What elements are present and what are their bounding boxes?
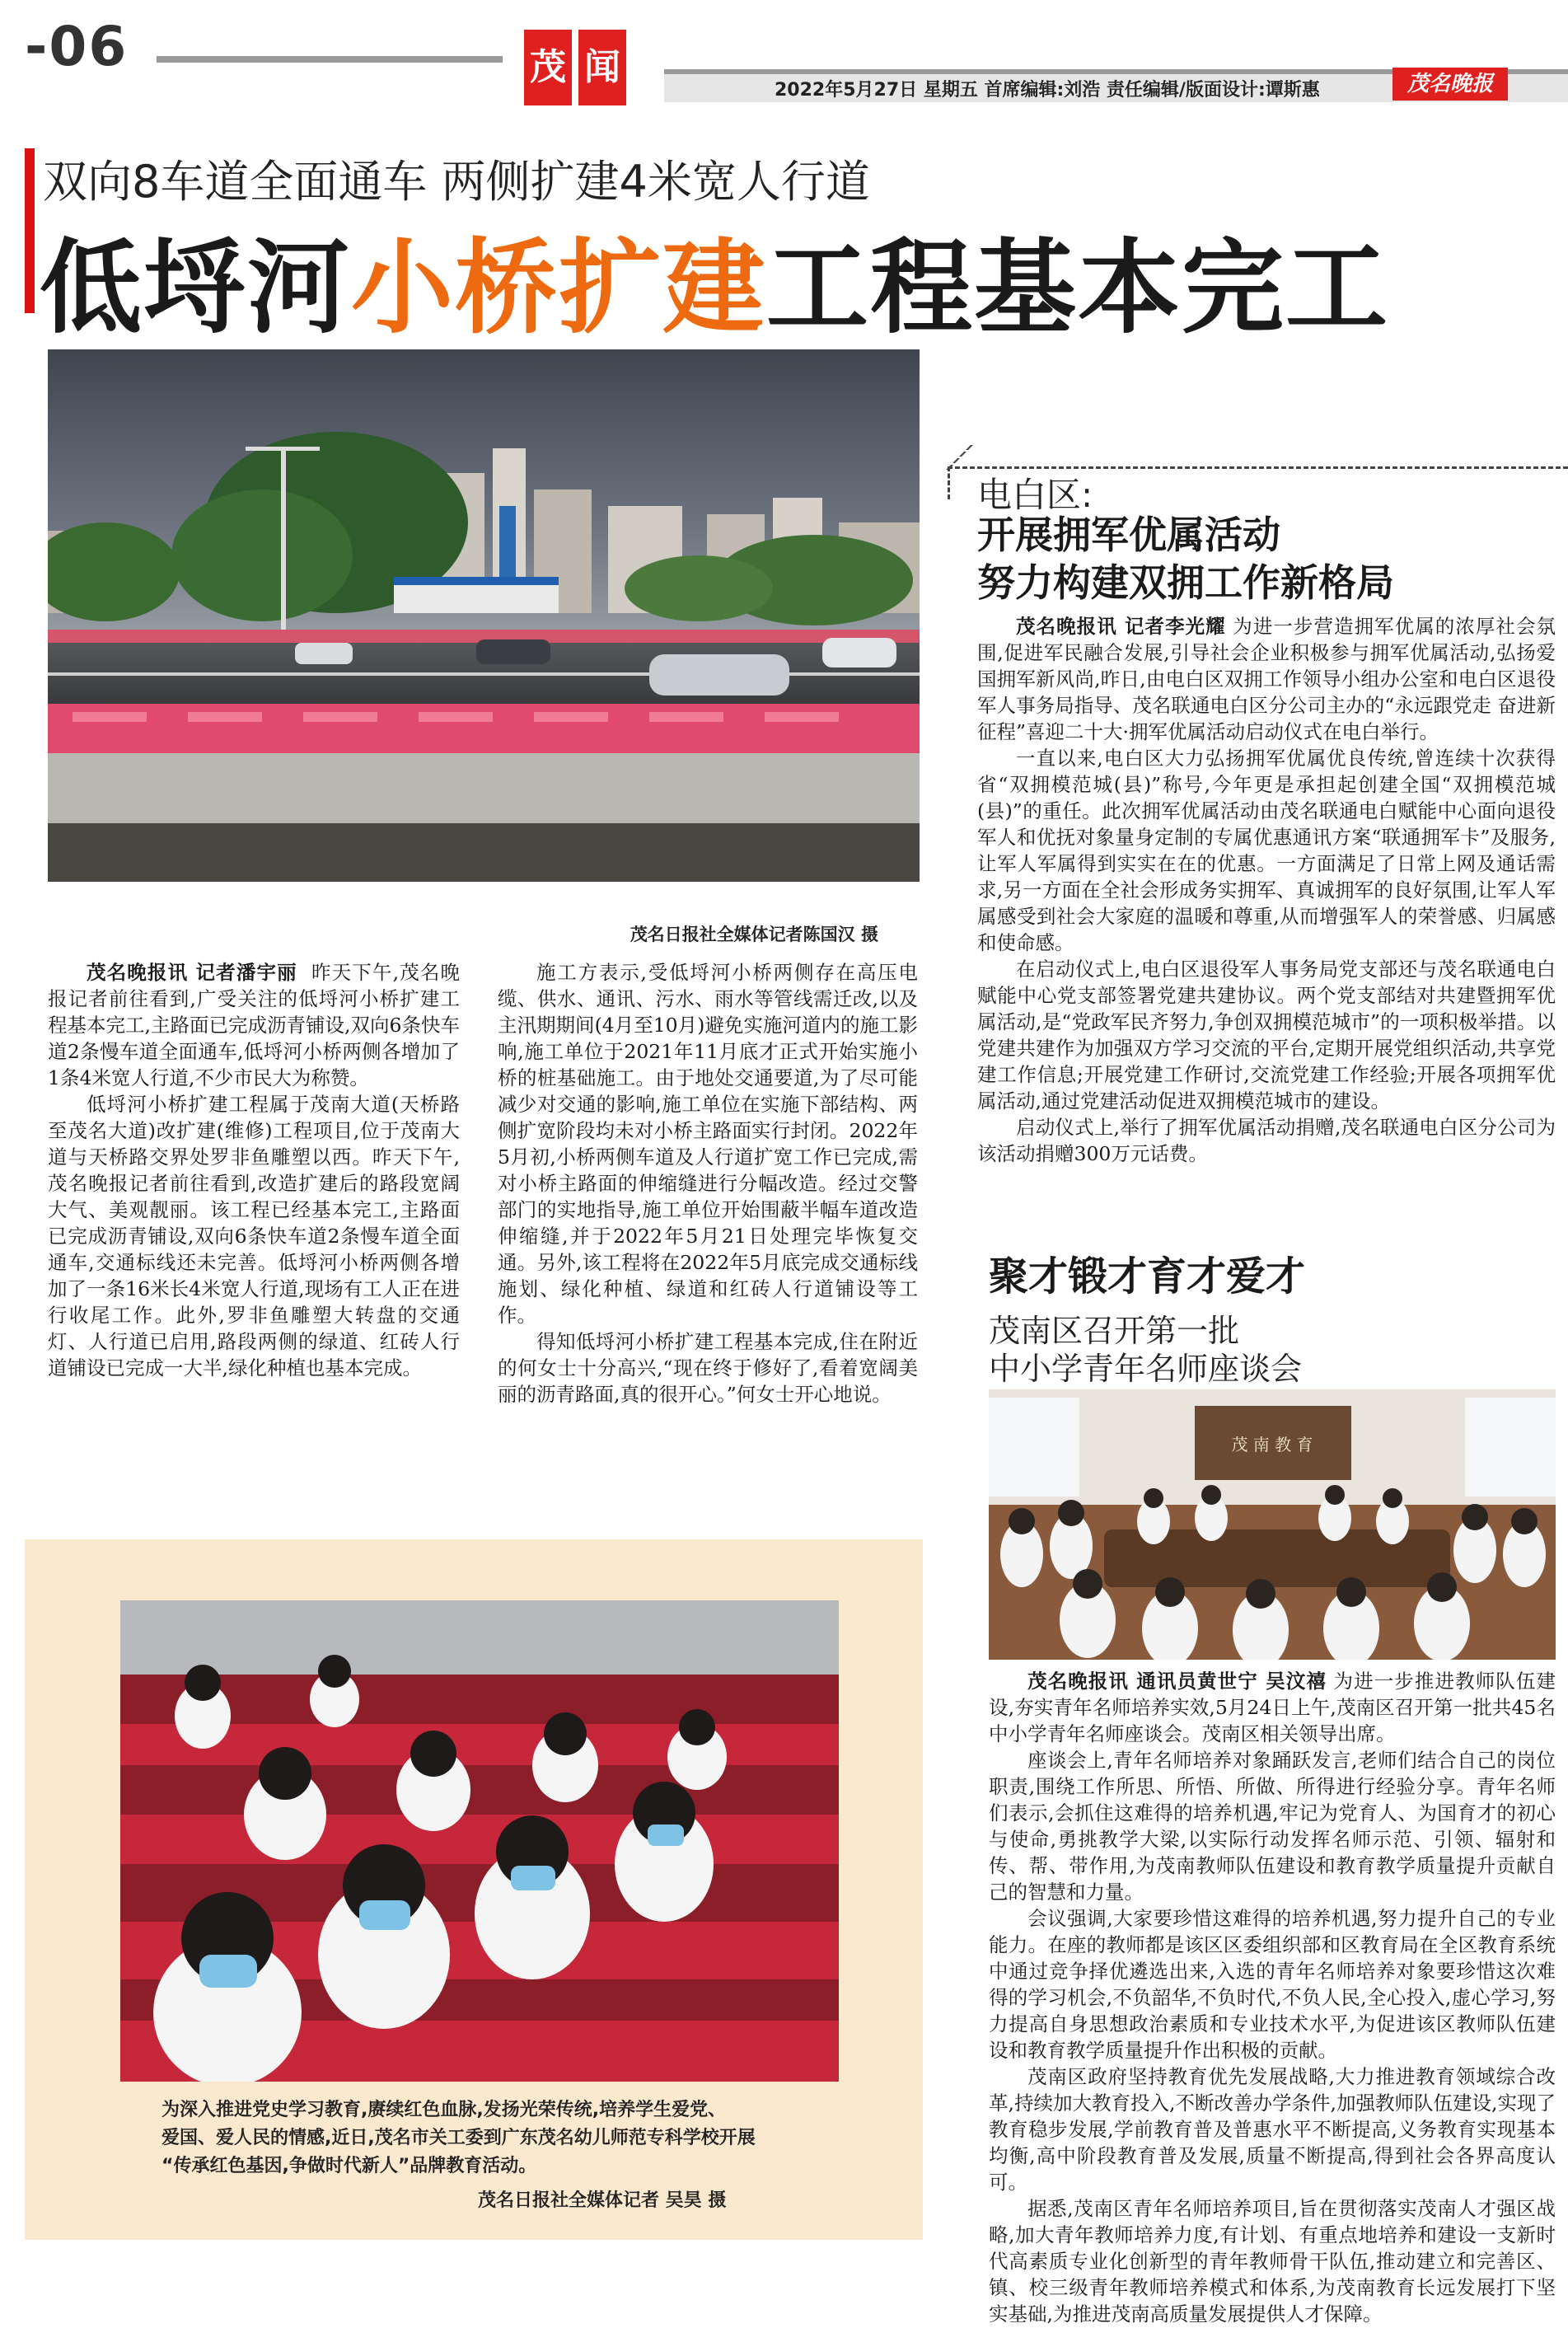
meeting-photo-illustration — [989, 1389, 1556, 1660]
story3-paragraph-4: 茂南区政府坚持教育优先发展战略,大力推进教育领域综合改革,持续加大教育投入,不断改善办学条件,加强教师队伍建设,实现了教育稳步发展,学前教育普及普惠水平不断提高,义务教育实现基本均衡,高中阶段教育普及发展,质量不断提高,得到社会各界高度认可。 — [989, 2065, 1556, 2194]
story3-paragraph-1-text: 为进一步推进教师队伍建设,夯实青年名师培养实效,5月24日上午,茂南区召开第一批共45名中小学青年名师座谈会。茂南区相关领导出席。 — [989, 1670, 1556, 1745]
story2-paragraph-1 — [977, 613, 1556, 745]
story3-paragraph-1 — [989, 1668, 1556, 1747]
paper-logo: 茂名晚报 — [1392, 68, 1508, 101]
masthead-rule — [157, 56, 503, 63]
lead-paragraph-4: 得知低埒河小桥扩建工程基本完成,住在附近的何女士十分高兴,“现在终于修好了,看着宽阔美丽的沥青路面,真的很开心。”何女士开心地说。 — [498, 1330, 918, 1406]
headline-accent-bar — [25, 148, 35, 313]
feature-caption — [161, 2096, 845, 2180]
page-number: -06 — [25, 15, 129, 78]
story2-subhead: 电白区: — [977, 475, 1093, 515]
story3-headline: 聚才锻才育才爱才 — [989, 1253, 1306, 1300]
lead-story-column-1 — [48, 959, 460, 1381]
section-label-char-1: 茂 — [524, 30, 572, 105]
bridge-photo — [48, 349, 920, 882]
section-label-char-2: 闻 — [578, 30, 626, 105]
story2-paragraph-2: 一直以来,电白区大力弘扬拥军优属优良传统,曾连续十次获得省“双拥模范城(县)”称号,今年更是承担起创建全国“双拥模范城(县)”的重任。此次拥军优属活动由茂名联通电白赋能中心面向退役军人和优抚对象量身定制的专属优惠通讯方案“联通拥军卡”及服务,让军人军属得到实实在在的优惠。一方面满足了日常上网及通话需求,另一方面在全社会形成务实拥军、真诚拥军的良好氛围,让军人军属感受到社会大家庭的温暖和尊重,从而增强军人的荣誉感、归属感和使命感。 — [977, 747, 1556, 954]
story3-subhead-line-2: 中小学青年名师座谈会 — [989, 1351, 1303, 1387]
story3-body — [989, 1668, 1556, 2327]
story3-paragraph-5: 据悉,茂南区青年名师培养项目,旨在贯彻落实茂南人才强区战略,加大青年教师培养力度,有计划、有重点地培养和建设一支新时代高素质专业化创新型的青年教师骨干队伍,推动建立和完善区、镇、校三级青年教师培养模式和体系,为茂南教育长远发展打下坚实基础,为推进茂南高质量发展提供人才保障。 — [989, 2197, 1556, 2326]
lead-paragraph-1-text: 昨天下午,茂名晚报记者前往看到,广受关注的低埒河小桥扩建工程基本完工,主路面已完成沥青铺设,双向6条快车道2条慢车道全面通车,低埒河小桥两侧各增加了1条4米宽人行道,不少市民大为称赞。 — [48, 961, 460, 1089]
lead-paragraph-3: 施工方表示,受低埒河小桥两侧存在高压电缆、供水、通讯、污水、雨水等管线需迁改,以及主汛期期间(4月至10月)避免实施河道内的施工影响,施工单位于2021年11月底才正式开始实施小桥的桩基础施工。由于地处交通要道,为了尽可能减少对交通的影响,施工单位在实施下部结构、两侧扩宽阶段均未对小桥主路面实行封闭。2022年5月初,小桥两侧车道及人行道扩宽工作已完成,需对小桥主路面的伸缩缝进行分幅改造。经过交警部门的实地指导,施工单位开始围蔽半幅车道改造伸缩缝,并于2022年5月21日处理完毕恢复交通。另外,该工程将在2022年5月底完成交通标线施划、绿化种植、绿道和红砖人行道铺设等工作。 — [498, 961, 918, 1327]
lead-byline: 茂名晚报讯 记者潘宇丽 — [87, 961, 297, 984]
lead-paragraph-2: 低埒河小桥扩建工程属于茂南大道(天桥路至茂名大道)改扩建(维修)工程项目,位于茂南大道与天桥路交界处罗非鱼雕塑以西。昨天下午,茂名晚报记者前往看到,改造扩建后的路段宽阔大气、美观靓丽。该工程已经基本完工,主路面已完成沥青铺设,双向6条快车道2条慢车道全面通车,交通标线还未完善。低埒河小桥两侧各增加了一条16米长4米宽人行道,现场有工人正在进行收尾工作。此外,罗非鱼雕塑大转盘的交通灯、人行道已启用,路段两侧的绿道、红砖人行道铺设已完成一大半,绿化种植也基本完成。 — [48, 1093, 460, 1379]
bridge-photo-illustration — [48, 349, 920, 882]
meeting-photo — [989, 1389, 1556, 1660]
lead-kicker: 双向8车道全面通车 两侧扩建4米宽人行道 — [43, 156, 870, 208]
story2-byline: 茂名晚报讯 记者李光耀 — [1016, 615, 1226, 638]
meeting-photo-banner: 茂 南 教 育 — [1231, 1435, 1313, 1454]
auditorium-photo-illustration — [120, 1600, 839, 2082]
story2-paragraph-3: 在启动仪式上,电白区退役军人事务局党支部还与茂名联通电白赋能中心党支部签署党建共建协议。两个党支部结对共建暨拥军优属活动,是“党政军民齐努力,争创双拥模范城市”的一项积极举措。以党建共建作为加强双方学习交流的平台,定期开展党组织活动,共享党建工作信息;开展党建工作研讨,交流党建工作经验;开展各项拥军优属活动,通过党建活动促进双拥模范城市的建设。 — [977, 958, 1556, 1112]
story2-paragraph-4: 启动仪式上,举行了拥军优属活动捐赠,茂名联通电白区分公司为该活动捐赠300万元话费。 — [977, 1116, 1556, 1165]
story2-headline-line-1: 开展拥军优属活动 — [977, 513, 1280, 557]
story2-body — [977, 613, 1556, 1167]
headline-part-1: 低埒河 — [40, 229, 352, 348]
auditorium-photo — [120, 1600, 839, 2082]
bridge-photo-credit: 茂名日报社全媒体记者陈国汉 摄 — [630, 925, 878, 944]
headline-part-accent: 小桥扩建 — [351, 229, 767, 348]
feature-caption-line-2: 爱国、爱人民的情感,近日,茂名市关工委到广东茂名幼儿师范专科学校开展 — [161, 2128, 756, 2148]
story3-byline: 茂名晚报讯 通讯员黄世宁 吴汶禧 — [1027, 1670, 1327, 1693]
feature-caption-line-3: “传承红色基因,争做时代新人”品牌教育活动。 — [161, 2156, 537, 2176]
story3-paragraph-3: 会议强调,大家要珍惜这难得的培养机遇,努力提升自己的专业能力。在座的教师都是该区区委组织部和区教育局在全区教育系统中通过竞争择优遴选出来,入选的青年名师培养对象要珍惜这次难得的学习机会,不负韶华,不负时代,不负人民,全心投入,虚心学习,努力提高自身思想政治素质和专业技术水平,为促进该区教师队伍建设和教育教学质量提升作出积极的贡献。 — [989, 1907, 1556, 2062]
lead-story-column-2 — [498, 959, 918, 1408]
story3-paragraph-2: 座谈会上,青年名师培养对象踊跃发言,老师们结合自己的岗位职责,围绕工作所思、所悟、所做、所得进行经验分享。青年名师们表示,会抓住这难得的培养机遇,牢记为党育人、为国育才的初心与使命,勇挑教学大梁,以实际行动发挥名师示范、引领、辐射和传、帮、带作用,为茂南教师队伍建设和教育教学质量提升贡献自己的智慧和力量。 — [989, 1749, 1556, 1904]
lead-headline — [40, 206, 1389, 353]
feature-caption-line-1: 为深入推进党史学习教育,赓续红色血脉,发扬光荣传统,培养学生爱党、 — [161, 2100, 727, 2120]
story2-headline-line-2: 努力构建双拥工作新格局 — [977, 560, 1394, 605]
lead-paragraph-1 — [48, 959, 460, 1091]
story3-subhead-line-1: 茂南区召开第一批 — [989, 1313, 1240, 1349]
dateline: 2022年5月27日 星期五 首席编辑:刘浩 责任编辑/版面设计:谭斯惠 — [775, 80, 1320, 101]
feature-photo-credit: 茂名日报社全媒体记者 吴昊 摄 — [478, 2190, 727, 2211]
headline-part-2: 工程基本完工 — [766, 229, 1390, 348]
story2-paragraph-1-text: 为进一步营造拥军优属的浓厚社会氛围,促进军民融合发展,引导社会企业积极参与拥军优属活动,弘扬爱国拥军新风尚,昨日,由电白区双拥工作领导小组办公室和电白区退役军人事务局指导、茂名联通电白区分公司主办的“永远跟党走 奋进新征程”喜迎二十大·拥军优属活动启动仪式在电白举行。 — [977, 615, 1556, 743]
